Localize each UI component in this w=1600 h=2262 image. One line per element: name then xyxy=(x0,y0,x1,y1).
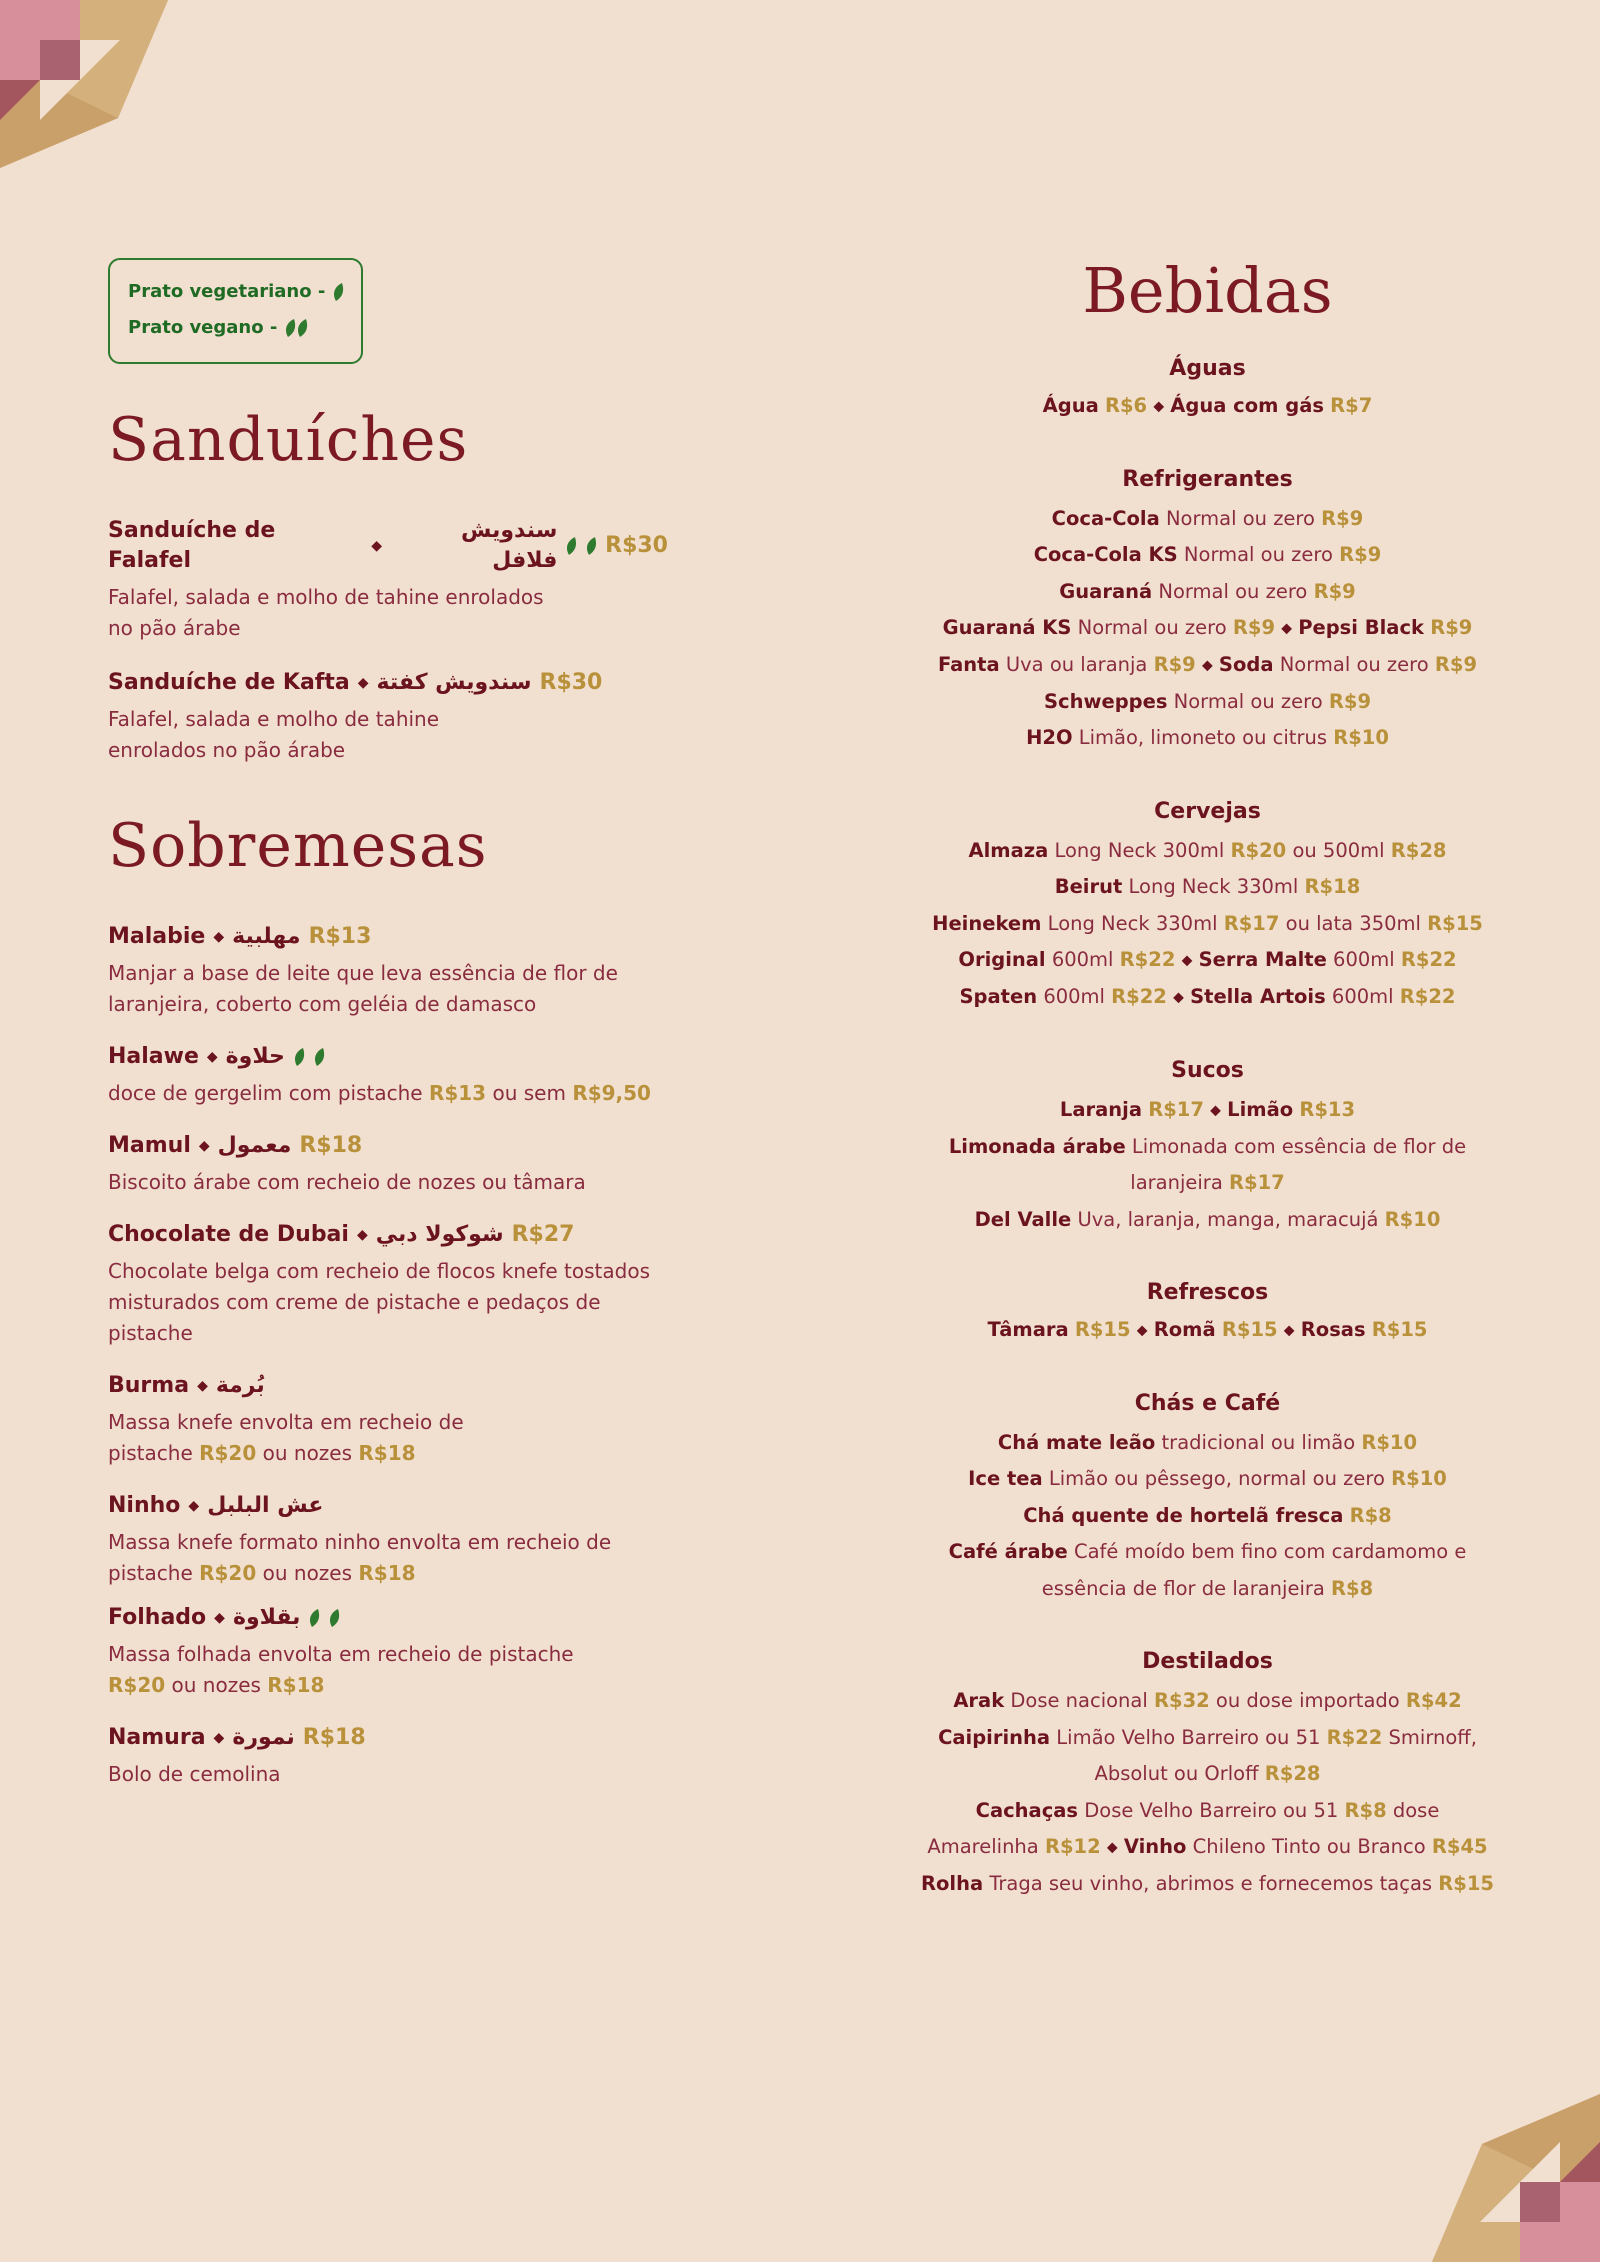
category-title: Sucos xyxy=(1171,1057,1244,1083)
drink-line: Café árabe Café moído bem fino com cardamomo e essência de flor de laranjeira R$8 xyxy=(948,1540,1467,1600)
item-arabic-name: بُرمة xyxy=(215,1373,265,1398)
separator-dot: ◆ xyxy=(1210,1102,1221,1118)
drink-line: Fanta Uva ou laranja R$9 ◆ Soda Normal ou zero R$9 xyxy=(937,653,1478,676)
drink-category-aguas xyxy=(900,354,1515,425)
item-description: Falafel, salada e molho de tahine enrolados no pão árabe xyxy=(108,707,440,762)
leaf-icon xyxy=(585,536,597,556)
item-arabic-name: حلاوة xyxy=(225,1044,285,1069)
drink-line: Original 600ml R$22 ◆ Serra Malte 600ml R$22 xyxy=(958,948,1457,972)
separator-dot: ◆ xyxy=(197,1378,208,1394)
corner-ornament-top-left xyxy=(0,0,170,170)
leaf-icon xyxy=(293,1047,305,1067)
category-title: Refrescos xyxy=(1146,1280,1269,1305)
drink-line: Del Valle Uva, laranja, manga, maracujá R$10 xyxy=(974,1207,1441,1231)
drink-category-cervejas xyxy=(900,797,1515,1016)
menu-item-mamul xyxy=(108,1131,668,1198)
menu-item-halawe xyxy=(108,1042,668,1109)
separator-dot: ◆ xyxy=(1181,952,1193,969)
separator-dot: ◆ xyxy=(206,1049,218,1065)
separator-dot: ◆ xyxy=(214,1610,225,1626)
drink-line: Spaten 600ml R$22 ◆ Stella Artois 600ml R$22 xyxy=(959,985,1456,1008)
category-title: Águas xyxy=(1169,356,1246,381)
item-name: Halawe xyxy=(108,1044,199,1069)
menu-item-folhado xyxy=(108,1603,668,1701)
drink-line: H2O Limão, limoneto ou citrus R$10 xyxy=(1026,726,1389,750)
item-name: Folhado xyxy=(108,1605,207,1630)
drink-line: Coca-Cola Normal ou zero R$9 xyxy=(1051,506,1364,530)
item-arabic-name: عش البلبل xyxy=(207,1493,324,1518)
drink-line: Heinekem Long Neck 330ml R$17 ou lata 350ml R$15 xyxy=(932,911,1483,935)
item-arabic-name: سندويش فلافل xyxy=(461,518,558,573)
section-title-sandwiches: Sanduíches xyxy=(108,405,469,475)
item-arabic-name: مهلبية xyxy=(232,924,301,949)
menu-item-falafel xyxy=(108,516,668,644)
item-arabic-name: معمول xyxy=(217,1133,292,1158)
item-name: Mamul xyxy=(108,1133,191,1158)
item-description: Bolo de cemolina xyxy=(108,1762,281,1786)
item-name: Ninho xyxy=(108,1493,181,1518)
item-name: Sanduíche de Kafta xyxy=(108,670,350,695)
category-title: Destilados xyxy=(1142,1649,1273,1675)
drink-category-refrescos xyxy=(900,1278,1515,1349)
drink-category-refrigerantes xyxy=(900,465,1515,757)
separator-dot: ◆ xyxy=(1106,1839,1118,1856)
diet-legend xyxy=(108,258,363,364)
category-title: Cervejas xyxy=(1154,798,1261,824)
drinks-column xyxy=(900,254,1515,1903)
legend-vegan: Prato vegano - xyxy=(128,310,361,346)
item-arabic-name: نمورة xyxy=(232,1725,295,1750)
drink-category-sucos xyxy=(900,1056,1515,1238)
separator-dot: ◆ xyxy=(1173,989,1184,1006)
section-title-drinks: Bebidas xyxy=(1082,254,1333,327)
separator-dot: ◆ xyxy=(1136,1322,1148,1339)
leaf-icon xyxy=(313,1047,325,1067)
item-description: Massa folhada envolta em recheio de pistache R$20 ou nozes R$18 xyxy=(108,1642,574,1697)
item-description: doce de gergelim com pistache R$13 ou sem R$9,50 xyxy=(108,1081,651,1105)
menu-item-malabie xyxy=(108,922,668,1020)
item-description: Chocolate belga com recheio de flocos knefe tostados misturados com creme de pistache e pedaços de pistache xyxy=(108,1259,650,1345)
leaf-icon xyxy=(284,318,296,338)
item-name: Namura xyxy=(108,1725,206,1750)
leaf-icon xyxy=(328,1608,340,1628)
drink-line: Beirut Long Neck 330ml R$18 xyxy=(1054,875,1361,899)
drink-line: Schweppes Normal ou zero R$9 xyxy=(1043,689,1372,713)
drink-line: Arak Dose nacional R$32 ou dose importado R$42 xyxy=(953,1689,1462,1713)
item-name: Sanduíche de Falafel xyxy=(108,518,276,573)
drink-line: Guaraná Normal ou zero R$9 xyxy=(1059,579,1356,603)
leaf-icon xyxy=(332,282,344,302)
drink-line: Laranja R$17 ◆ Limão R$13 xyxy=(1059,1097,1356,1121)
separator-dot: ◆ xyxy=(198,1138,210,1154)
separator-dot: ◆ xyxy=(1201,657,1213,674)
item-price: R$30 xyxy=(605,533,668,558)
menu-item-ninho xyxy=(108,1491,668,1589)
item-arabic-name: بقلاوة xyxy=(232,1605,301,1630)
separator-dot: ◆ xyxy=(1153,398,1165,415)
separator-dot: ◆ xyxy=(357,675,369,691)
separator-dot: ◆ xyxy=(356,1227,368,1243)
leaf-icon xyxy=(565,536,577,556)
drink-line: Tâmara R$15 ◆ Romã R$15 ◆ Rosas R$15 xyxy=(987,1318,1428,1341)
left-column xyxy=(108,400,668,1790)
drink-line: Caipirinha Limão Velho Barreiro ou 51 R$22 Smirnoff, Absolut ou Orloff R$28 xyxy=(938,1725,1477,1786)
drink-line: Chá quente de hortelã fresca R$8 xyxy=(1023,1503,1392,1527)
separator-dot: ◆ xyxy=(1281,620,1292,637)
separator-dot: ◆ xyxy=(1283,1322,1295,1339)
drink-category-destilados xyxy=(900,1647,1515,1902)
category-title: Chás e Café xyxy=(1134,1390,1281,1416)
item-description: Falafel, salada e molho de tahine enrolados no pão árabe xyxy=(108,585,544,640)
legend-vegetarian: Prato vegetariano - xyxy=(128,274,361,310)
item-description: Biscoito árabe com recheio de nozes ou tâmara xyxy=(108,1170,586,1194)
item-price: R$30 xyxy=(539,670,603,695)
item-name: Burma xyxy=(108,1373,190,1398)
drink-line: Coca-Cola KS Normal ou zero R$9 xyxy=(1033,543,1382,567)
drink-line: Ice tea Limão ou pêssego, normal ou zero R$10 xyxy=(968,1467,1447,1491)
menu-item-kafta xyxy=(108,668,668,766)
item-description: Massa knefe formato ninho envolta em recheio de pistache R$20 ou nozes R$18 xyxy=(108,1530,612,1585)
item-price: R$18 xyxy=(302,1725,366,1750)
drink-line: Limonada árabe Limonada com essência de flor de laranjeira R$17 xyxy=(948,1134,1467,1194)
leaf-icon xyxy=(308,1608,320,1628)
item-price: R$13 xyxy=(308,924,372,949)
drink-line: Cachaças Dose Velho Barreiro ou 51 R$8 dose Amarelinha R$12 ◆ Vinho Chileno Tinto ou Branco R$45 xyxy=(927,1798,1488,1859)
menu-item-burma xyxy=(108,1371,668,1469)
section-title-desserts: Sobremesas xyxy=(108,811,488,881)
item-arabic-name: سندويش كفتة xyxy=(376,670,532,695)
item-name: Chocolate de Dubai xyxy=(108,1222,349,1247)
menu-item-chocolate-dubai xyxy=(108,1220,668,1349)
separator-dot: ◆ xyxy=(371,538,382,554)
item-description: Massa knefe envolta em recheio de pistache R$20 ou nozes R$18 xyxy=(108,1410,464,1465)
drink-line: Água R$6 ◆ Água com gás R$7 xyxy=(1042,394,1373,417)
separator-dot: ◆ xyxy=(188,1498,200,1514)
drink-line: Rolha Traga seu vinho, abrimos e fornecemos taças R$15 xyxy=(920,1872,1495,1895)
separator-dot: ◆ xyxy=(213,929,225,945)
item-price: R$18 xyxy=(299,1133,363,1158)
category-title: Refrigerantes xyxy=(1122,466,1293,492)
drink-category-chas xyxy=(900,1389,1515,1608)
leaf-icon xyxy=(296,318,308,338)
menu-item-namura xyxy=(108,1723,668,1790)
item-price: R$27 xyxy=(511,1222,575,1247)
corner-ornament-bottom-right xyxy=(1430,2092,1600,2262)
drink-line: Chá mate leão tradicional ou limão R$10 xyxy=(997,1430,1418,1454)
separator-dot: ◆ xyxy=(213,1730,225,1746)
drink-line: Almaza Long Neck 300ml R$20 ou 500ml R$28 xyxy=(968,838,1447,862)
item-description: Manjar a base de leite que leva essência de flor de laranjeira, coberto com geléia de damasco xyxy=(108,961,618,1016)
item-arabic-name: شوكولا دبي xyxy=(375,1222,504,1247)
drink-line: Guaraná KS Normal ou zero R$9 ◆ Pepsi Black R$9 xyxy=(942,616,1473,640)
item-name: Malabie xyxy=(108,924,206,949)
